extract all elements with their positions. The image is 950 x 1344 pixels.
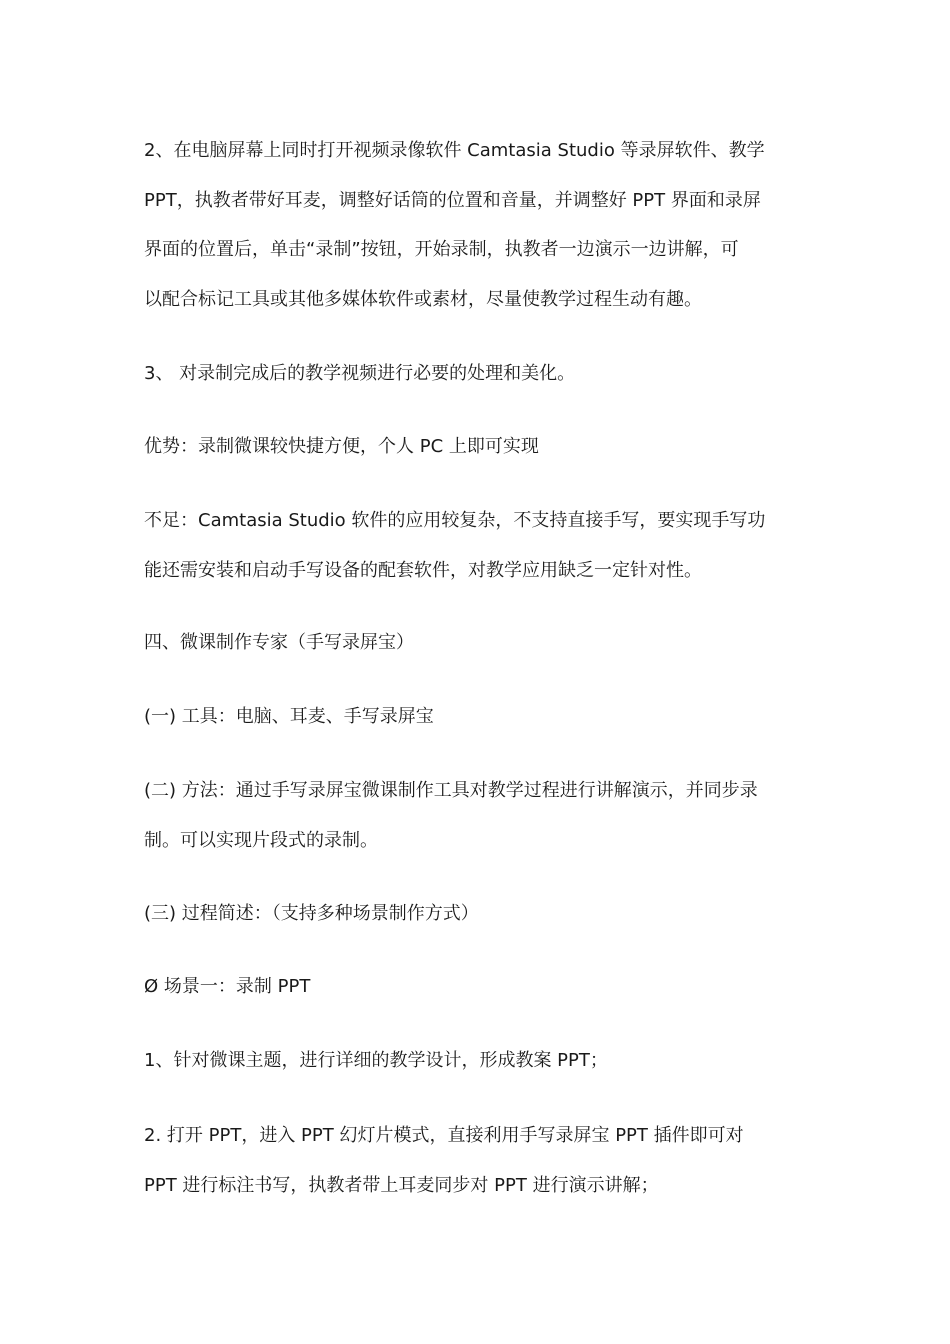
step3-paragraph: 3、 对录制完成后的教学视频进行必要的处理和美化。 bbox=[144, 363, 576, 384]
section-heading: 四、微课制作专家（手写录屏宝） bbox=[144, 632, 414, 653]
tools-paragraph: (一) 工具：电脑、耳麦、手写录屏宝 bbox=[144, 706, 434, 727]
method-paragraph bbox=[144, 766, 808, 865]
text-line: 以配合标记工具或其他多媒体软件或素材，尽量使教学过程生动有趣。 bbox=[144, 288, 702, 310]
text-line: 界面的位置后，单击“录制”按钮，开始录制，执教者一边演示一边讲解，可 bbox=[144, 239, 739, 260]
text-line: 制。可以实现片段式的录制。 bbox=[144, 829, 378, 851]
text-line: 2、在电脑屏幕上同时打开视频录像软件 Camtasia Studio 等录屏软件、教学 bbox=[144, 140, 765, 161]
text-line: PPT，执教者带好耳麦，调整好话筒的位置和音量，并调整好 PPT 界面和录屏 bbox=[144, 189, 761, 211]
text-line: (二) 方法：通过手写录屏宝微课制作工具对教学过程进行讲解演示，并同步录 bbox=[144, 780, 758, 801]
process-paragraph: (三) 过程简述：（支持多种场景制作方式） bbox=[144, 903, 479, 924]
text-line: 2. 打开 PPT，进入 PPT 幻灯片模式，直接利用手写录屏宝 PPT 插件即可对 bbox=[144, 1125, 744, 1146]
step2-paragraph bbox=[144, 126, 808, 324]
scene1-step1-paragraph: 1、针对微课主题，进行详细的教学设计，形成教案 PPT； bbox=[144, 1050, 608, 1071]
text-line: 能还需安装和启动手写设备的配套软件，对教学应用缺乏一定针对性。 bbox=[144, 559, 702, 581]
scene1-step2-paragraph bbox=[144, 1111, 808, 1210]
disadvantage-paragraph bbox=[144, 496, 808, 595]
advantage-paragraph: 优势：录制微课较快捷方便，个人 PC 上即可实现 bbox=[144, 436, 539, 457]
text-line: 不足：Camtasia Studio 软件的应用较复杂，不支持直接手写，要实现手写功 bbox=[144, 510, 766, 531]
text-line: PPT 进行标注书写，执教者带上耳麦同步对 PPT 进行演示讲解； bbox=[144, 1174, 659, 1196]
scene1-heading: Ø 场景一：录制 PPT bbox=[144, 976, 311, 997]
